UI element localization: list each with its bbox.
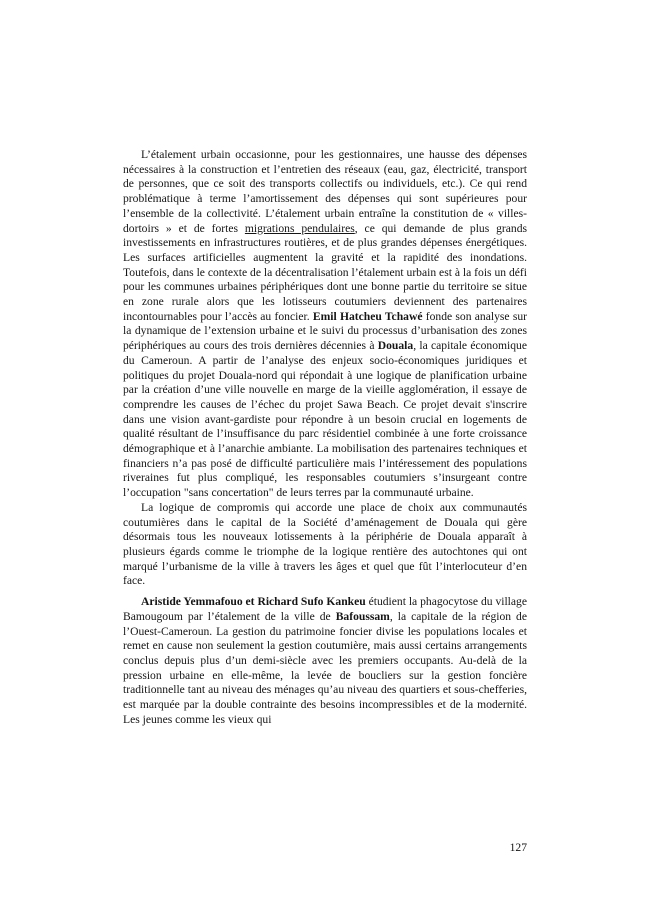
paragraph	[123, 148, 527, 501]
text-run-bold: Emil Hatcheu Tchawé	[312, 309, 423, 323]
paragraph	[123, 501, 527, 589]
text-run-normal: fonde son analyse sur la dynamique de l’extension urbaine et le suivi du processus d’urbanisation des zones périphériques au cours des trois dernières décennies à	[123, 309, 527, 353]
text-run-normal: étudient la phagocytose du village Bamougoum par l’étalement de la ville de	[123, 595, 527, 623]
text-run-normal: L’étalement urbain occasionne, pour les gestionnaires, une hausse des dépenses nécessaires à la construction et l’entretien des réseaux (eau, gaz, électricité, transport de personnes, que ce soit des transports collectifs ou individuels, etc.). Ce qui rend problématique à terme l’amortissement des dépenses qui sont supérieures pour l’ensemble de la collectivité. L’étalement urbain entraîne la constitution de « villes-dortoirs » et de fortes	[123, 148, 527, 235]
page-text	[123, 148, 527, 727]
text-run-bold: Bafoussam	[335, 609, 390, 623]
text-run-normal: La logique de compromis qui accorde une place de choix aux communautés coutumières dans le capital de la Société d’aménagement de Douala qui gère désormais tous les nouveaux lotissements à la périphérie de Douala apparaît à plusieurs égards comme le triomphe de la logique rentière des autochtones qui ont marqué l’urbanisme de la ville à travers les âges et quel que fût l’interlocuteur d’en face.	[123, 500, 527, 588]
text-run-normal: , la capitale économique du Cameroun. A partir de l’analyse des enjeux socio-économiques juridiques et politiques du projet Douala-nord qui répondait à une logique de planification urbaine par la création d’une ville nouvelle en marge de la vieille agglomération, il essaye de comprendre les causes de l’échec du projet Sawa Beach. Ce projet devait s'inscrire dans une vision avant-gardiste pour répondre à un besoin crucial en logements de qualité résultant de l’insuffisance du parc résidentiel combinée à une forte croissance démographique et à l’anarchie ambiante. La mobilisation des partenaires techniques et financiers n’a pas posé de difficulté particulière mais l’intéressement des populations riveraines fut plus compliqué, les responsables coutumiers s’insurgeant contre l’occupation "sans concertation" de leurs terres par la communauté urbaine.	[123, 339, 527, 500]
text-run-normal: , la capitale de la région de l’Ouest-Cameroun. La gestion du patrimoine foncier divise les populations locales et remet en cause non seulement la gestion coutumière, mais aussi certains arrangements conclus depuis plus d’un demi-siècle avec les premiers occupants. Au-delà de la pression urbaine en elle-même, la levée de boucliers sur la gestion foncière traditionnelle tant au niveau des ménages qu’au niveau des quartiers et sous-chefferies, est marquée par la double contrainte des besoins incompressibles et de la modernité. Les jeunes comme les vieux qui	[123, 609, 527, 726]
paragraph	[123, 595, 527, 727]
text-run-normal: , ce qui demande de plus grands investissements en infrastructures routières, et de plus grandes dépenses énergétiques. Les surfaces artificielles augmentent la gravité et la rapidité des inondations. Toutefois, dans le contexte de la décentralisation l’étalement urbain est à la fois un défi pour les communes urbaines périphériques dont une bonne partie du territoire se situe en zone rurale alors que les lotisseurs coutumiers deviennent des partenaires incontournables pour l’accès au foncier.	[123, 221, 528, 323]
page-number: 127	[509, 841, 527, 854]
text-run-underline: migrations pendulaires	[244, 221, 355, 235]
text-run-bold: Aristide Yemmafouo et Richard Sufo Kankeu	[141, 595, 366, 609]
text-run-bold: Douala	[377, 339, 414, 353]
